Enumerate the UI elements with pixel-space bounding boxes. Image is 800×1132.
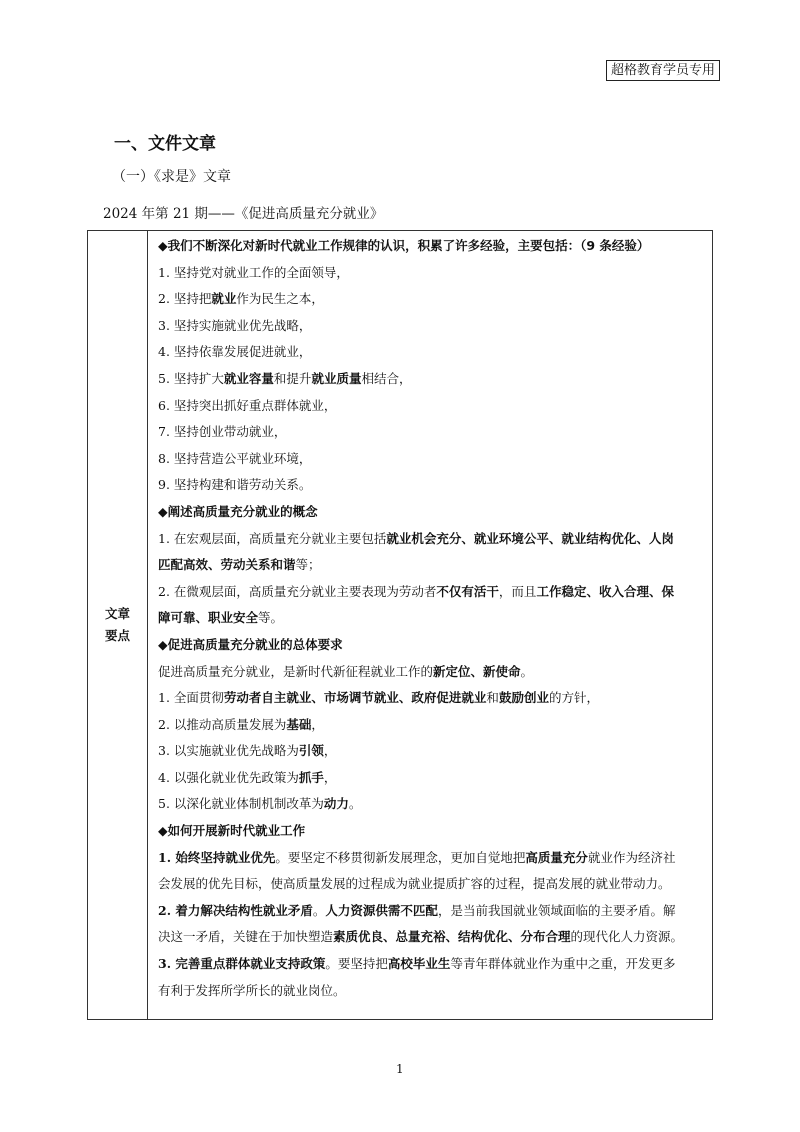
- text-segment: 。: [520, 663, 534, 679]
- text-segment: 3. 坚持实施就业优先战略，: [158, 317, 312, 333]
- text-line: [158, 924, 705, 951]
- text-line: [158, 313, 705, 340]
- text-line: [158, 712, 705, 739]
- bold-text: 高质量充分: [525, 849, 588, 865]
- text-line: [158, 898, 705, 925]
- text-line: [158, 339, 705, 366]
- text-line: [158, 526, 705, 553]
- section-heading: ◆促进高质量充分就业的总体要求: [158, 636, 343, 652]
- bold-text: 工作稳定、收入合理、保: [536, 583, 674, 599]
- text-line: [158, 286, 705, 313]
- key-points-table: [87, 230, 713, 1020]
- table-label-cell: [88, 231, 148, 1019]
- text-segment: 4. 以强化就业优先政策为: [158, 769, 299, 785]
- section-heading: ◆我们不断深化对新时代就业工作规律的认识，积累了许多经验，主要包括：（9 条经验）: [158, 238, 650, 253]
- bold-text: 人力资源供需不匹配: [325, 902, 438, 918]
- text-segment: 1. 坚持党对就业工作的全面领导，: [158, 264, 349, 280]
- text-segment: 和提升: [273, 370, 312, 386]
- bold-text: 就业质量: [311, 370, 362, 386]
- text-segment: 7. 坚持创业带动就业，: [158, 424, 287, 440]
- text-line: [158, 260, 705, 287]
- bold-text: 抓手: [298, 769, 324, 785]
- text-segment: ，是当前我国就业领域面临的主要矛盾。解: [437, 902, 676, 918]
- text-segment: ，: [323, 769, 337, 785]
- text-line: [158, 393, 705, 420]
- text-segment: 的现代化人力资源。: [570, 929, 684, 945]
- text-segment: ，而且: [498, 583, 537, 599]
- bold-text: 匹配高效、劳动关系和谐: [158, 557, 296, 573]
- text-line: [158, 472, 705, 499]
- watermark-badge: 超格教育学员专用: [606, 60, 720, 81]
- bold-text: 素质优良、总量充裕、结构优化、分布合理: [333, 929, 571, 945]
- text-segment: 作为民生之本，: [236, 291, 324, 307]
- bold-text: 2. 着力解决结构性就业矛盾: [158, 902, 313, 918]
- section-heading: ◆如何开展新时代就业工作: [158, 823, 306, 839]
- section-heading: ◆阐述高质量充分就业的概念: [158, 503, 318, 519]
- issue-title: 2024 年第 21 期——《促进高质量充分就业》: [103, 206, 384, 222]
- text-segment: 有利于发挥所学所长的就业岗位。: [158, 982, 346, 998]
- bold-text: 不仅有活干: [436, 583, 499, 599]
- text-segment: 4. 坚持依靠发展促进就业，: [158, 344, 312, 360]
- text-segment: 和: [486, 690, 499, 706]
- bold-text: 新定位、新使命: [433, 663, 521, 679]
- bold-text: 就业: [211, 291, 237, 307]
- text-line: [158, 978, 705, 1005]
- label-line-1: 文章: [104, 606, 130, 621]
- text-segment: 2. 坚持把: [158, 291, 212, 307]
- text-segment: 5. 以深化就业体制机制改革为: [158, 796, 324, 812]
- text-segment: 。: [348, 796, 362, 812]
- text-segment: 等青年群体就业作为重中之重，开发更多: [450, 956, 676, 972]
- text-segment: 等。: [258, 610, 284, 626]
- text-line: [158, 605, 705, 632]
- table-content-cell: [148, 231, 712, 1019]
- text-line: [158, 738, 705, 765]
- text-line: [158, 446, 705, 473]
- text-segment: 2. 在微观层面，高质量充分就业主要表现为劳动者: [158, 583, 437, 599]
- text-segment: ，: [311, 716, 324, 732]
- text-segment: 等；: [295, 557, 321, 573]
- text-segment: 相结合，: [361, 370, 412, 386]
- text-segment: ，: [323, 743, 337, 759]
- text-segment: 会发展的优先目标，使高质量发展的过程成为就业提质扩容的过程，提高发展的就业带动力。: [158, 876, 671, 892]
- text-line: [158, 765, 705, 792]
- text-segment: 就业作为经济社: [587, 849, 676, 865]
- text-segment: 1. 全面贯彻: [158, 690, 224, 706]
- text-segment: 的方针，: [548, 690, 599, 706]
- text-segment: 决这一矛盾，关键在于加快塑造: [158, 929, 334, 945]
- bold-text: 高校毕业生: [387, 956, 451, 972]
- bold-text: 就业机会充分、就业环境公平、就业结构优化、人岗: [386, 530, 674, 546]
- text-segment: 9. 坚持构建和谐劳动关系。: [158, 477, 312, 493]
- bold-text: 劳动者自主就业、市场调节就业、政府促进就业: [223, 690, 487, 706]
- text-segment: 6. 坚持突出抓好重点群体就业，: [158, 397, 337, 413]
- text-line: [158, 871, 705, 898]
- text-segment: 。要坚定不移贯彻新发展理念，更加自觉地把: [275, 849, 526, 865]
- bold-text: 动力: [323, 796, 349, 812]
- bold-text: 障可靠、职业安全: [158, 610, 259, 626]
- text-line: [158, 685, 705, 712]
- text-line: [158, 579, 705, 606]
- text-line: [158, 552, 705, 579]
- text-segment: 8. 坚持营造公平就业环境，: [158, 450, 312, 466]
- text-segment: 3. 以实施就业优先战略为: [158, 743, 299, 759]
- bold-text: 鼓励创业: [498, 690, 549, 706]
- bold-text: 1. 始终坚持就业优先: [158, 849, 276, 865]
- text-line: [158, 791, 705, 818]
- text-line: [158, 951, 705, 978]
- text-segment: 1. 在宏观层面，高质量充分就业主要包括: [158, 530, 387, 546]
- label-line-2: 要点: [104, 628, 130, 643]
- section-title: 一、文件文章: [114, 134, 216, 154]
- bold-text: 就业容量: [223, 370, 274, 386]
- text-line: [158, 366, 705, 393]
- text-segment: 。要坚持把: [325, 956, 388, 972]
- text-segment: 2. 以推动高质量发展为: [158, 716, 287, 732]
- bold-text: 3. 完善重点群体就业支持政策: [158, 956, 326, 972]
- text-segment: 。: [312, 902, 326, 918]
- text-segment: 促进高质量充分就业，是新时代新征程就业工作的: [158, 663, 434, 679]
- bold-text: 引领: [298, 743, 324, 759]
- text-line: [158, 659, 705, 686]
- text-line: [158, 845, 705, 872]
- text-line: [158, 419, 705, 446]
- text-segment: 5. 坚持扩大: [158, 370, 224, 386]
- page-number: 1: [396, 1062, 404, 1076]
- subsection-title: （一）《求是》文章: [112, 169, 231, 185]
- bold-text: 基础: [286, 716, 312, 732]
